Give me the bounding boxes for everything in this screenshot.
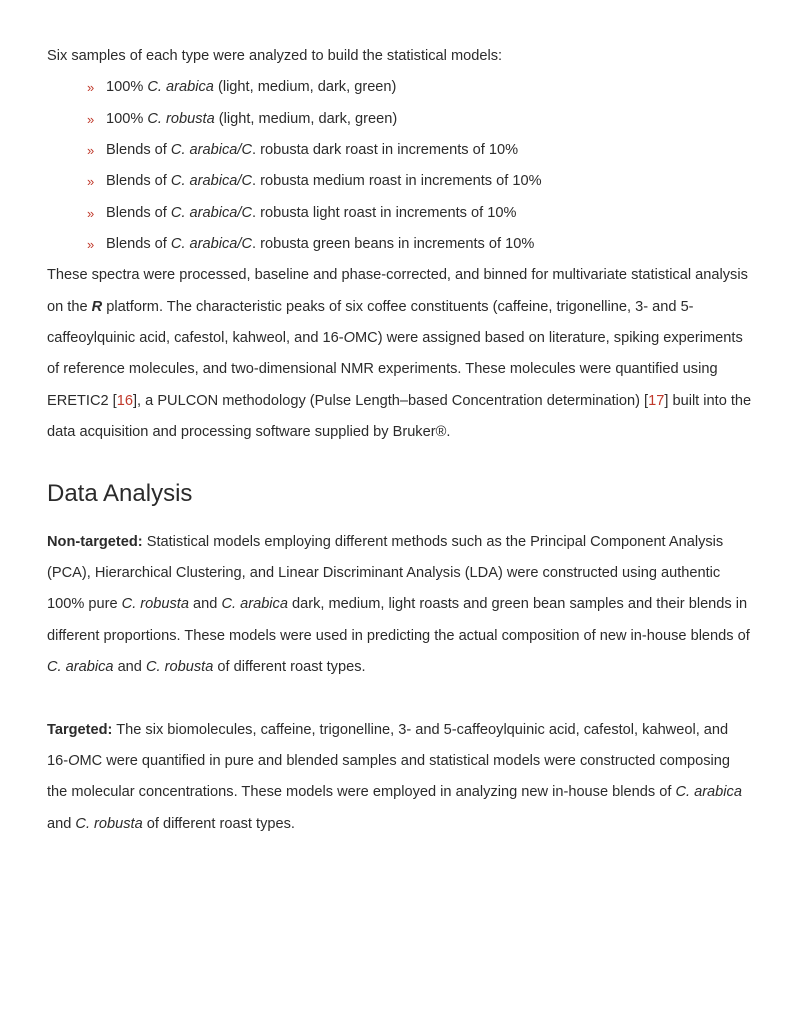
bullet-marker-icon: » — [87, 205, 95, 221]
list-item: » Blends of C. arabica/C. robusta light roast in increments of 10% — [87, 198, 753, 229]
non-targeted-label: Non-targeted: — [47, 533, 143, 550]
sample-list — [47, 72, 753, 260]
non-targeted-paragraph: Non-targeted: Statistical models employing different methods such as the Principal Component Analysis (PCA), Hierarchical Clustering, and Linear Discriminant Analysis (LDA) were constructed using authentic 100% pure C. robusta and C. arabica dark, medium, light roasts and green bean samples and their blends in different proportions. These models were used in predicting the actual composition of new in-house blends of C. arabica and C. robusta of different roast types. — [47, 533, 750, 676]
bullet-marker-icon: » — [87, 80, 95, 96]
intro-text: Six samples of each type were analyzed to build the statistical models: — [47, 48, 503, 64]
bullet-marker-icon: » — [87, 111, 95, 127]
list-item: » Blends of C. arabica/C. robusta dark roast in increments of 10% — [87, 135, 753, 166]
list-item: » Blends of C. arabica/C. robusta medium roast in increments of 10% — [87, 166, 753, 197]
bullet-marker-icon: » — [87, 236, 95, 252]
bullet-marker-icon: » — [87, 143, 95, 158]
bullet-marker-icon: » — [87, 174, 95, 190]
section-heading: Data Analysis — [47, 479, 193, 507]
list-item: » 100% C. robusta (light, medium, dark, green) — [87, 104, 753, 135]
targeted-paragraph: Targeted: The six biomolecules, caffeine, trigonelline, 3- and 5-caffeoylquinic acid, cafestol, kahweol, and 16-OMC were quantified in pure and blended samples and statistical models were constructed composing the molecular concentrations. These models were employed in analyzing new in-house blends of C. arabica and C. robusta of different roast types. — [47, 721, 742, 832]
list-item: » 100% C. arabica (light, medium, dark, green) — [87, 72, 753, 103]
processing-paragraph: These spectra were processed, baseline and phase-corrected, and binned for multivariate statistical analysis on the R platform. The characteristic peaks of six coffee constituents (caffeine, trigonelline, 3- and 5-caffeoylquinic acid, cafestol, kahweol, and 16-OMC) were assigned based on literature, spiking experiments of reference molecules, and two-dimensional NMR experiments. These molecules were quantified using ERETIC2 [16], a PULCON methodology (Pulse Length–based Concentration determination) [17] built into the data acquisition and processing software supplied by Bruker®. — [47, 267, 752, 441]
list-item: » Blends of C. arabica/C. robusta green beans in increments of 10% — [87, 229, 753, 260]
citation-link-17[interactable]: 17 — [648, 392, 665, 409]
targeted-label: Targeted: — [47, 721, 113, 738]
citation-link-16[interactable]: 16 — [116, 392, 133, 409]
